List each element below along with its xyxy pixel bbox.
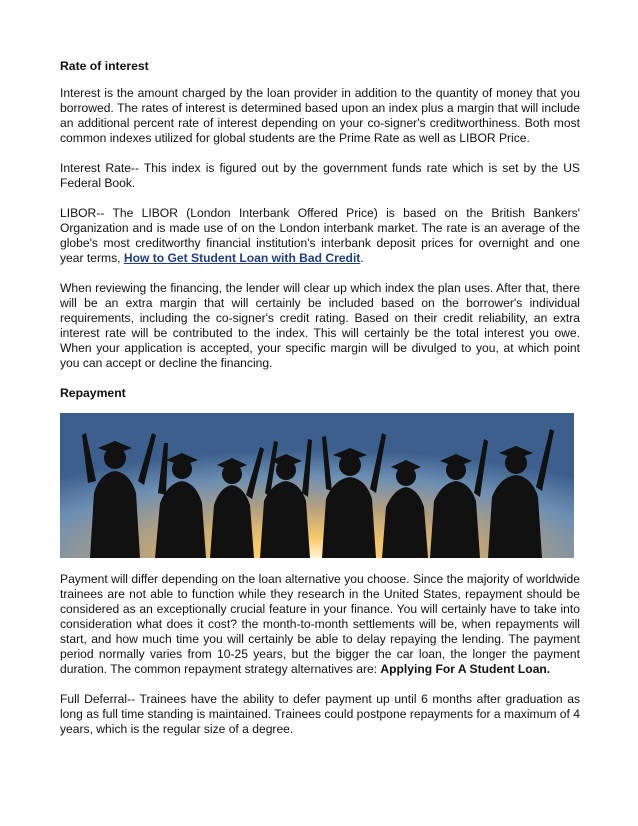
repayment-paragraph-2: Full Deferral-- Trainees have the ability to defer payment up until 6 months after graduation as long as full time standing is maintained. Trainees could postpone repayments for a maximum of 4 years, which is the regular size of a degree.: [60, 692, 580, 736]
libor-text: LIBOR-- The LIBOR (London Interbank Offered Price) is based on the British Bankers' Organization and is made use of on the London interbank market. The rate is an average of the globe's most creditworthy financial institution's interbank deposit prices for overnight and one year terms,: [60, 206, 580, 265]
graduates-photo: [60, 413, 574, 558]
repayment-paragraph-1: [60, 572, 580, 677]
rate-paragraph-4: When reviewing the financing, the lender will clear up which index the plan uses. After that, there will be an extra margin that will certainly be included based on the borrower's individual requirements, including the co-signer's credit rating. Based on their credit reliability, an extra interest rate will be contributed to the index. This will certainly be the total interest you owe. When your application is accepted, your specific margin will be divulged to you, at which point you can accept or decline the financing.: [60, 281, 580, 370]
rate-paragraph-3: [60, 206, 580, 266]
applying-loan-bold: Applying For A Student Loan.: [380, 662, 551, 676]
bad-credit-loan-link[interactable]: How to Get Student Loan with Bad Credit: [123, 251, 361, 265]
rate-paragraph-2: Interest Rate-- This index is figured out by the government funds rate which is set by the US Federal Book.: [60, 161, 580, 190]
document-page: [60, 54, 580, 752]
rate-of-interest-heading: Rate of interest: [60, 59, 149, 73]
libor-period: .: [360, 251, 364, 265]
repayment-text: Payment will differ depending on the loan alternative you choose. Since the majority of worldwide trainees are not able to function while they research in the United States, repayment should be considered as an exceptionally crucial feature in your finance. You will certainly have to take into consideration what does it cost? the month-to-month settlements will be, when repayments will start, and how much time you will certainly be able to delay repaying the lending. The payment period normally varies from 10-25 years, but the bigger the car loan, the longer the payment duration. The common repayment strategy alternatives are:: [60, 572, 580, 676]
rate-paragraph-1: Interest is the amount charged by the loan provider in addition to the quantity of money that you borrowed. The rates of interest is determined based upon an index plus a margin that will include an additional percent rate of interest depending on your co-signer's creditworthiness. Both most common indexes utilized for global students are the Prime Rate as well as LIBOR Price.: [60, 86, 580, 145]
repayment-heading: Repayment: [60, 386, 126, 400]
